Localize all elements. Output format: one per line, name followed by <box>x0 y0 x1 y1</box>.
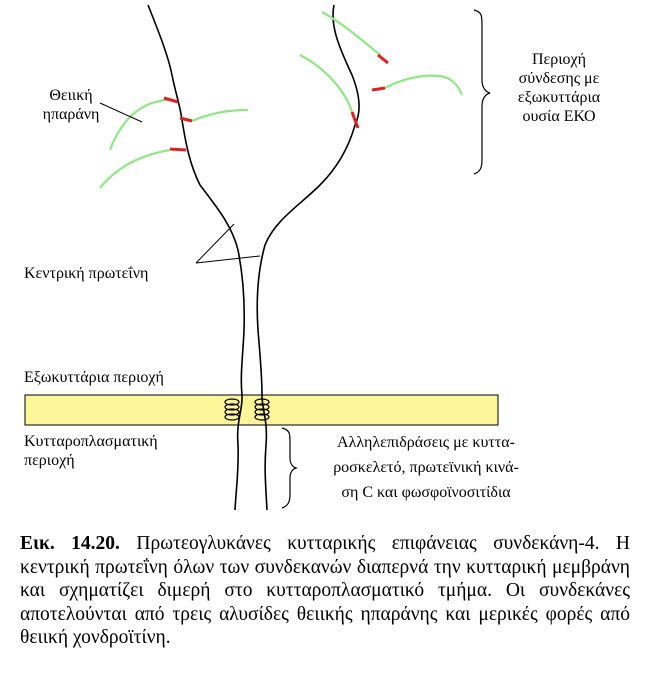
figure-caption <box>20 532 630 650</box>
heparan-chain-right-2 <box>300 55 352 112</box>
core-protein-strand-left <box>148 5 244 510</box>
heparan-chain-left-2 <box>192 110 248 121</box>
label-interactions-line1: Αλληλεπιδράσεις με κυττα- <box>337 434 515 451</box>
label-ecm-line3: εξωκυττάρια <box>517 89 601 106</box>
label-heparan-sulfate-line2: ηπαράνη <box>42 106 100 123</box>
leader-core-protein-left <box>196 224 234 263</box>
label-ecm-binding-region <box>494 50 624 126</box>
label-cytoplasmic-line1: Κυτταροπλασματική <box>24 433 158 450</box>
label-heparan-sulfate <box>26 86 116 124</box>
label-interactions-line2: ροσκελετό, πρωτεϊνική κινά- <box>333 459 519 476</box>
heparan-chain-left-3 <box>100 150 170 188</box>
label-ecm-line1: Περιοχή <box>531 51 587 68</box>
label-cytoplasmic-region <box>24 432 158 470</box>
label-core-protein: Κεντρική πρωτεΐνη <box>24 265 149 282</box>
label-ecm-line2: σύνδεσης με <box>518 70 600 87</box>
linkage-red-3 <box>170 149 186 150</box>
heparan-chain-right-3 <box>385 76 462 95</box>
label-extracellular-region: Εξωκυττάρια περιοχή <box>24 369 164 386</box>
label-heparan-sulfate-line1: Θειική <box>49 87 93 104</box>
label-interactions <box>296 430 556 505</box>
label-cytoplasmic-line2: περιοχή <box>24 452 75 469</box>
caption-text: Πρωτεογλυκάνες κυτταρικής επιφάνειας συνδεκάνη-4. Η κεντρική πρωτεΐνη όλων των συνδεκανών διαπερνά την κυτταρική μεμβράνη και σχηματίζει διμερή στο κυτταροπλασματικό τμήμα. Οι συνδεκάνες αποτελούνται από τρεις αλυσίδες θειικής ηπαράνης και μερικές φορές από θειική χονδροϊτίνη. <box>20 533 630 649</box>
brace-ecm-binding <box>474 10 490 174</box>
caption-figure-number: Εικ. 14.20. <box>20 533 120 554</box>
linkage-red-1 <box>164 98 178 102</box>
label-ecm-line4: ουσία ΕΚΟ <box>522 108 596 125</box>
linkage-red-6 <box>372 88 385 90</box>
heparan-chain-left-1 <box>110 100 176 150</box>
linkage-red-4 <box>378 55 388 63</box>
ecm-binding-linkages <box>164 55 388 150</box>
brace-interactions <box>282 428 296 508</box>
leader-core-protein-right <box>196 256 260 263</box>
label-interactions-line3: ση C και φωσφοϊνοσιτίδια <box>341 484 511 501</box>
heparan-chain-right-1 <box>322 12 380 55</box>
